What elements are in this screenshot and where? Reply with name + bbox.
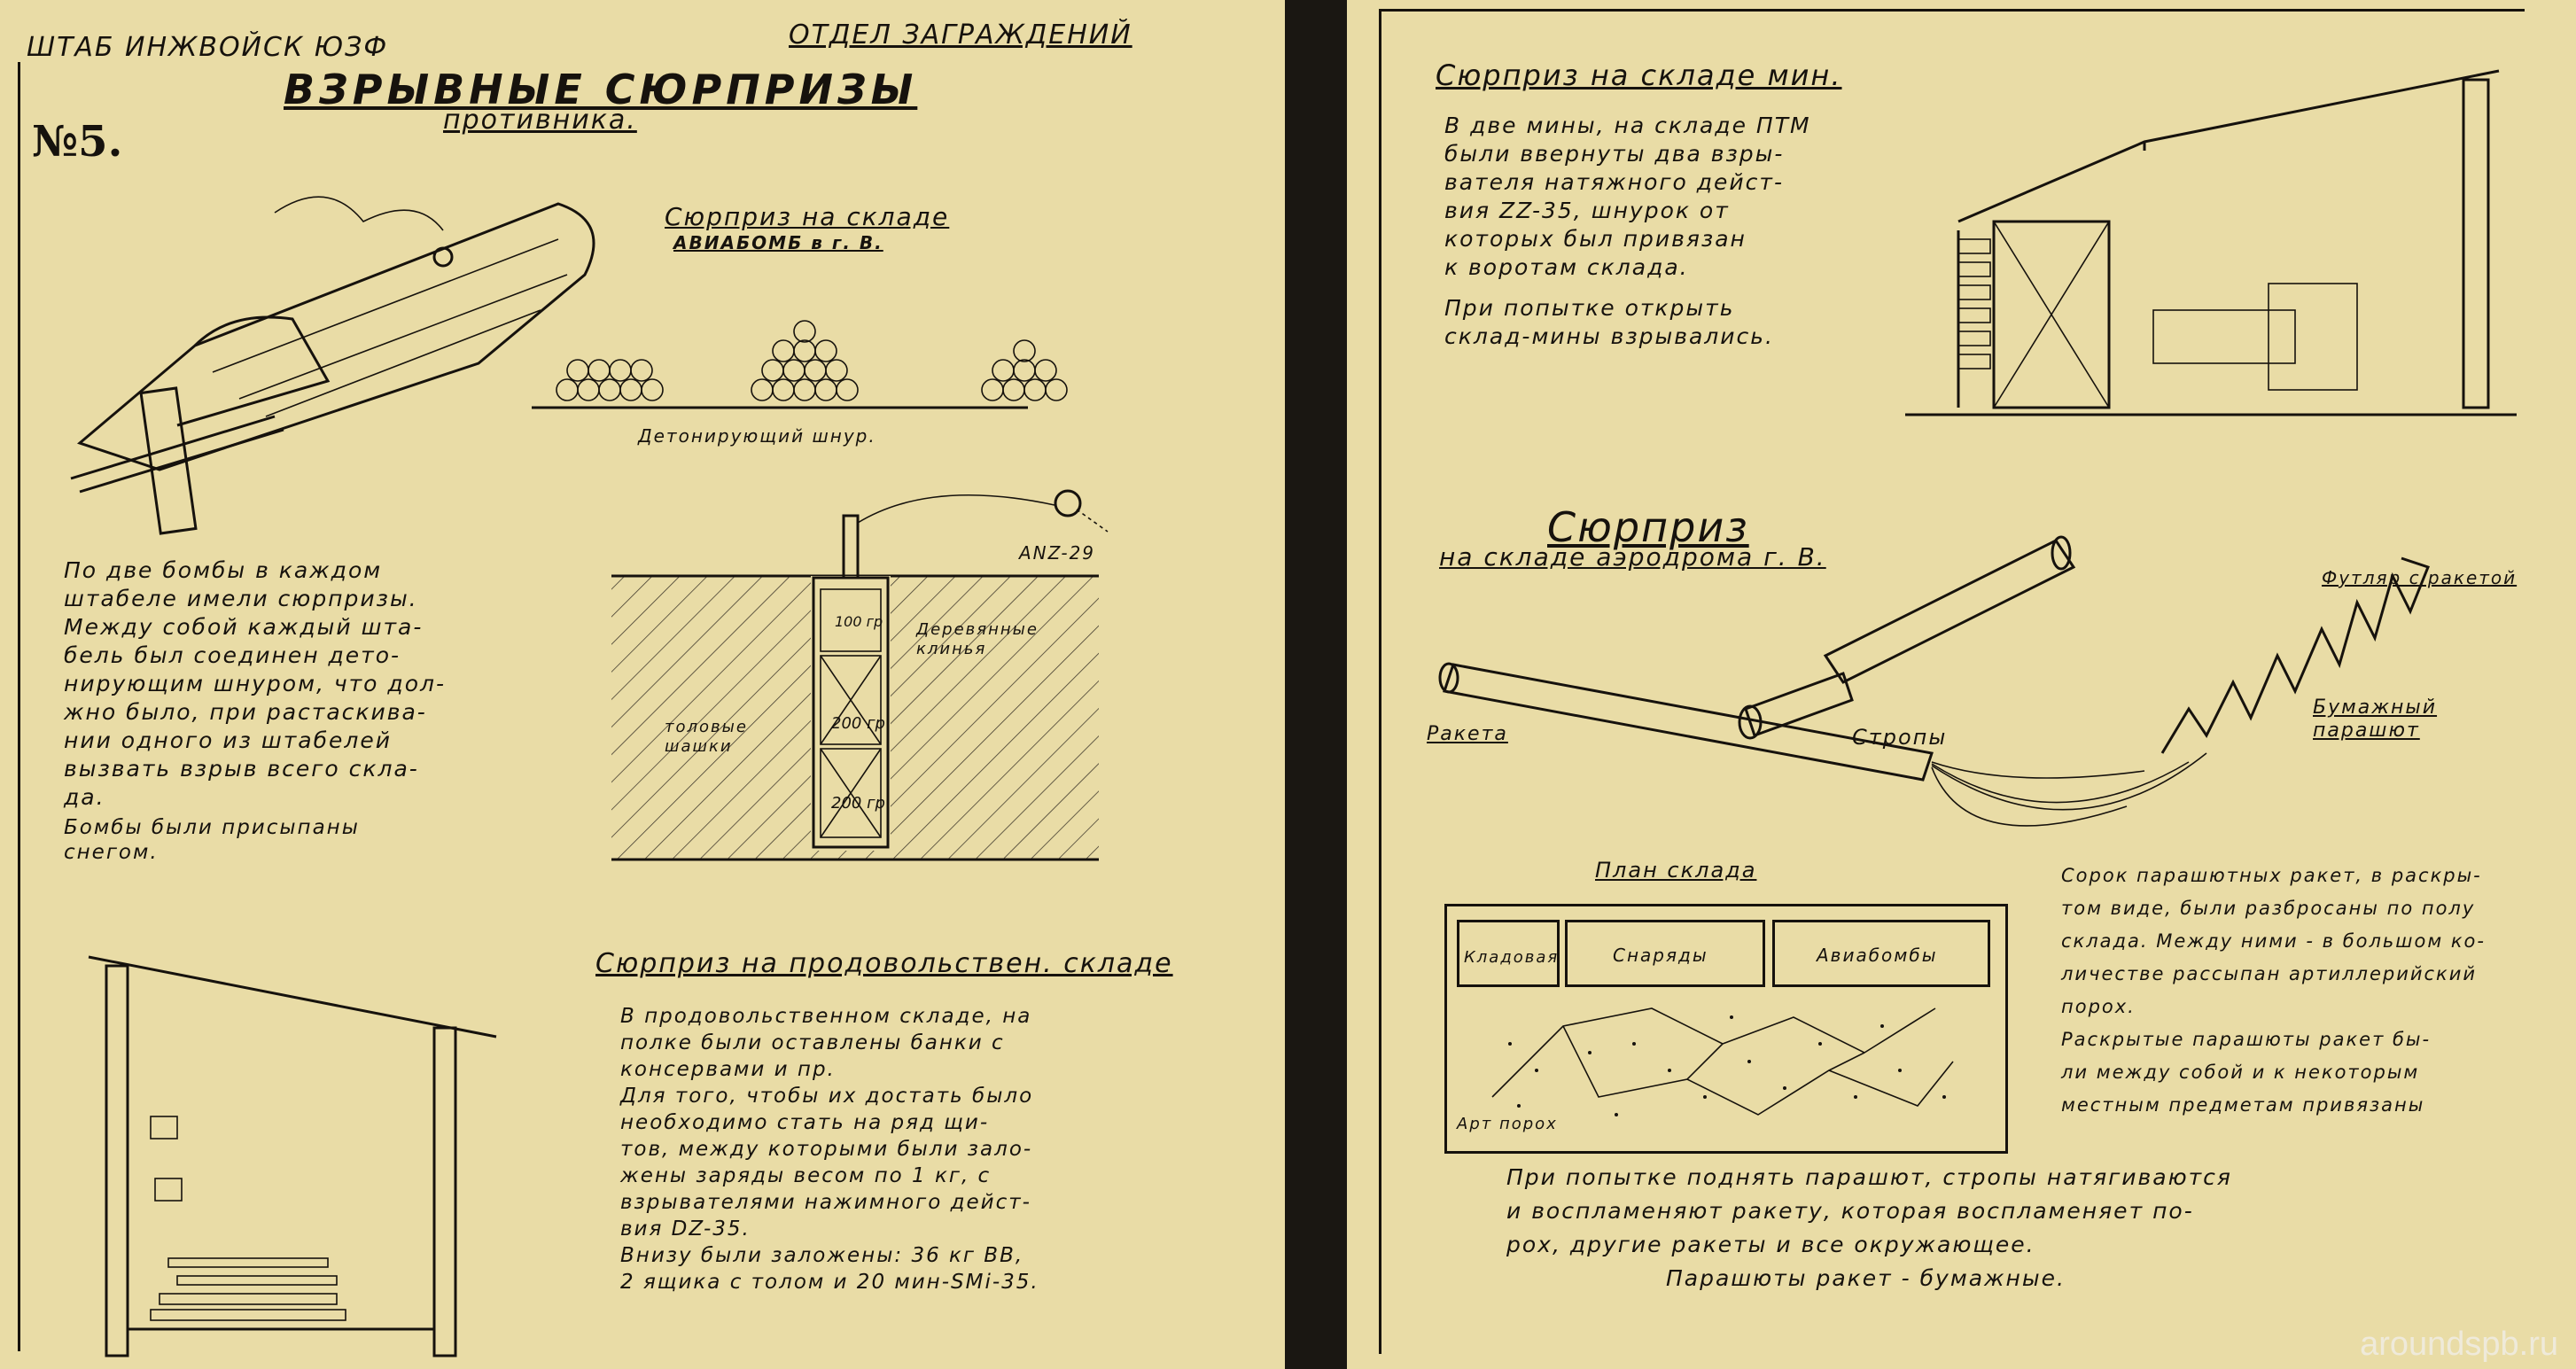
mine-store-drawing <box>1896 62 2517 434</box>
food-line: Для того, чтобы их достать было <box>620 1085 1034 1108</box>
paper-parachute-label: Бумажный парашют <box>2313 696 2438 743</box>
bomb-section-subheading: АВИАБОМБ в г. В. <box>673 232 883 253</box>
plan-line: том виде, были разбросаны по полу <box>2061 898 2476 919</box>
bomb-line: жно было, при растаскива- <box>64 699 427 725</box>
plan-line: порох. <box>2061 996 2136 1017</box>
room-shells-label: Снаряды <box>1613 945 1708 966</box>
plan-line: Сорок парашютных ракет, в раскры- <box>2061 865 2482 886</box>
food-line: необходимо стать на ряд щи- <box>620 1111 990 1134</box>
artillery-powder-label: Арт порох <box>1457 1115 1558 1133</box>
plan-line: ли между собой и к некоторым <box>2061 1062 2420 1083</box>
right-page <box>1347 0 2576 1369</box>
airfield-section-heading: Сюрприз <box>1547 503 1749 551</box>
plan-line: Раскрытые парашюты ракет бы- <box>2061 1029 2432 1050</box>
bomb-line: вызвать взрыв всего скла- <box>64 756 419 782</box>
mine-line: были ввернуты два взры- <box>1444 141 1785 167</box>
bomb-description <box>64 556 446 865</box>
food-line: вия DZ-35. <box>620 1217 751 1241</box>
parachute-rocket-drawing <box>1436 470 2517 842</box>
plan-line: местным предметам привязаны <box>2061 1094 2425 1116</box>
bottom-line: При попытке поднять парашют, стропы натягиваются <box>1506 1164 2232 1190</box>
block-label-2: 200 гр <box>831 794 885 813</box>
airfield-section-subheading: на складе аэродрома г. В. <box>1439 542 1826 572</box>
mine-line: которых был привязан <box>1444 226 1747 252</box>
rocket-case-label: Футляр с ракетой <box>2322 567 2518 588</box>
fuse-device-label: ANZ-29 <box>1019 542 1096 564</box>
mine-paragraph <box>1444 112 1811 351</box>
food-line: жены заряды весом по 1 кг, с <box>620 1164 992 1187</box>
food-line: полке были оставлены банки с <box>620 1031 1005 1054</box>
room-bombs-label: Авиабомбы <box>1817 945 1938 966</box>
slings-label: Стропы <box>1852 725 1948 750</box>
food-line: взрывателями нажимного дейст- <box>620 1191 1031 1214</box>
aerial-bomb-drawing <box>62 186 611 541</box>
bomb-line: бель был соединен дето- <box>64 642 401 668</box>
mine-line: вия ZZ-35, шнурок от <box>1444 198 1730 223</box>
bottom-line: Парашюты ракет - бумажные. <box>1666 1265 2066 1291</box>
block-label-1: 200 гр <box>831 714 885 733</box>
bottom-paragraph <box>1506 1161 2232 1295</box>
tnt-blocks-label: толовые шашки <box>665 718 748 756</box>
bomb-line: да. <box>64 784 105 810</box>
food-section-heading: Сюрприз на продовольствен. складе <box>595 948 1173 979</box>
top-charge-label: 100 гр <box>835 613 883 630</box>
bottom-line: и воспламеняют ракету, которая воспламеняет по- <box>1506 1198 2194 1224</box>
bomb-note-line: снегом. <box>64 841 159 864</box>
rocket-label: Ракета <box>1427 723 1508 745</box>
header-right: ОТДЕЛ ЗАГРАЖДЕНИЙ <box>789 19 1132 51</box>
bomb-line: нии одного из штабелей <box>64 727 393 753</box>
plan-line: личестве рассыпан артиллерийский <box>2061 963 2478 984</box>
bomb-line: По две бомбы в каждом <box>64 557 383 583</box>
bomb-line: Между собой каждый шта- <box>64 614 424 640</box>
wooden-wedges-label: Деревянные клинья <box>916 620 1039 658</box>
food-line: В продовольственном складе, на <box>620 1005 1032 1028</box>
food-line: Внизу были заложены: 36 кг ВВ, <box>620 1244 1024 1267</box>
food-store-shed-drawing <box>80 939 523 1365</box>
mine-line: к воротам склада. <box>1444 254 1689 280</box>
header-left: ШТАБ ИНЖВОЙСК ЮЗФ <box>27 32 389 63</box>
plan-title: План склада <box>1595 858 1757 883</box>
plan-description <box>2061 860 2486 1122</box>
food-line: тов, между которыми были зало- <box>620 1138 1033 1161</box>
plan-line: склада. Между ними - в большом ко- <box>2061 930 2486 952</box>
bomb-line: нирующим шнуром, что дол- <box>64 671 446 696</box>
room-storage-label: Кладовая <box>1464 948 1560 967</box>
page-title: ВЗРЫВНЫЕ СЮРПРИЗЫ <box>284 66 918 113</box>
page-subtitle: противника. <box>443 105 637 136</box>
bottom-line: рох, другие ракеты и все окружающее. <box>1506 1232 2035 1257</box>
sheet-number: №5. <box>32 117 123 167</box>
mine-line: В две мины, на складе ПТМ <box>1444 113 1811 138</box>
bomb-section-heading: Сюрприз на складе <box>665 202 950 231</box>
bomb-stacks-drawing <box>532 319 1081 425</box>
mine-line-2: склад-мины взрывались. <box>1444 323 1774 349</box>
mine-line: вателя натяжного дейст- <box>1444 169 1785 195</box>
site-watermark: aroundspb.ru <box>2360 1326 2558 1363</box>
bomb-note-line: Бомбы были присыпаны <box>64 816 360 839</box>
plan-powder-scatter <box>1457 991 1988 1132</box>
food-line: 2 ящика с толом и 20 мин-SMi-35. <box>620 1271 1039 1294</box>
food-line: консервами и пр. <box>620 1058 836 1081</box>
left-page <box>0 0 1285 1369</box>
mine-line-2: При попытке открыть <box>1444 295 1735 321</box>
detonating-cord-label: Детонирующий шнур. <box>638 425 876 447</box>
food-section-paragraph <box>620 1003 1039 1295</box>
mine-section-heading: Сюрприз на складе мин. <box>1436 58 1842 92</box>
bomb-line: штабеле имели сюрпризы. <box>64 586 418 611</box>
